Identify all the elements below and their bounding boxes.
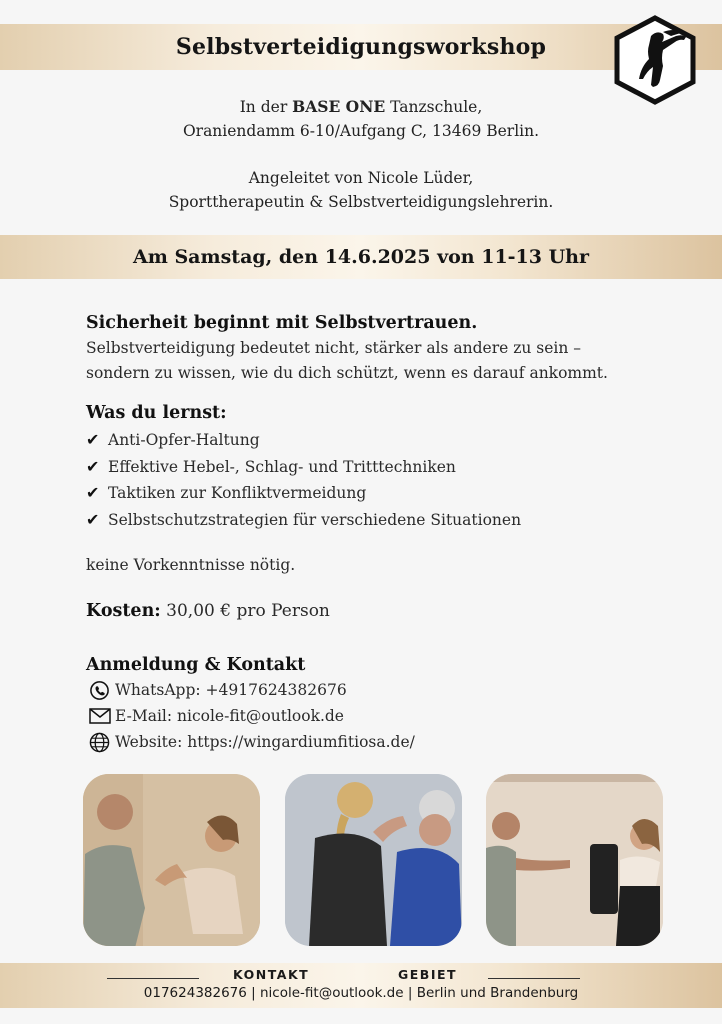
- check-icon: ✔: [86, 483, 100, 502]
- footer-banner: [0, 963, 722, 1008]
- footer-contact-text: 017624382676 | nicole-fit@outlook.de | Berlin und Brandenburg: [143, 985, 579, 1001]
- footer-label-kontakt: KONTAKT: [233, 967, 310, 982]
- intro-section: [86, 313, 686, 386]
- fighter-logo-icon: [611, 14, 699, 106]
- email-text: E-Mail: nicole-fit@outlook.de: [115, 707, 344, 725]
- cost-line: [86, 601, 686, 621]
- no-experience-note: keine Vorkenntnisse nötig.: [86, 556, 296, 574]
- venue-block: [0, 95, 722, 143]
- footer-label-gebiet: GEBIET: [398, 967, 458, 982]
- footer-divider-left: [107, 978, 199, 979]
- instructor-block: [0, 166, 722, 214]
- check-icon: ✔: [86, 509, 100, 529]
- check-icon: ✔: [86, 430, 100, 449]
- learn-item-text: Anti-Opfer-Haltung: [108, 431, 260, 449]
- learn-item-text: Taktiken zur Konfliktvermeidung: [108, 484, 367, 502]
- intro-line1: Selbstverteidigung bedeutet nicht, stärker als andere zu sein –: [86, 339, 582, 357]
- photo-training-2: [285, 774, 462, 946]
- cost-label: Kosten:: [86, 601, 161, 621]
- check-icon: ✔: [86, 456, 100, 476]
- date-banner: [0, 235, 722, 279]
- venue-prefix: In der: [239, 98, 293, 116]
- venue-suffix: Tanzschule,: [385, 98, 483, 116]
- whatsapp-icon: [89, 679, 115, 701]
- learn-item: [86, 507, 686, 534]
- learn-list: [86, 427, 686, 533]
- photo-training-3: [486, 774, 663, 946]
- venue-line: [0, 95, 722, 119]
- whatsapp-text: WhatsApp: +4917624382676: [115, 681, 347, 699]
- contact-website[interactable]: [86, 729, 686, 755]
- mail-icon: [89, 705, 115, 727]
- page-title: Selbstverteidigungsworkshop: [175, 34, 547, 60]
- instructor-line1: Angeleitet von Nicole Lüder,: [248, 169, 474, 187]
- intro-heading: Sicherheit beginnt mit Selbstvertrauen.: [86, 313, 478, 333]
- footer-divider-right: [488, 978, 580, 979]
- venue-name: BASE ONE: [292, 97, 386, 116]
- learn-section: [86, 403, 686, 533]
- contact-whatsapp[interactable]: [86, 677, 686, 703]
- learn-item-text: Selbstschutzstrategien für verschiedene Situationen: [108, 510, 522, 529]
- learn-item: [86, 480, 686, 507]
- contact-email[interactable]: [86, 703, 686, 729]
- website-text: Website: https://wingardiumfitiosa.de/: [115, 733, 415, 751]
- contact-section: [86, 655, 686, 755]
- learn-heading: Was du lernst:: [86, 403, 227, 423]
- venue-address: Oraniendamm 6-10/Aufgang C, 13469 Berlin.: [182, 122, 540, 140]
- learn-item: [86, 427, 686, 454]
- contact-heading: Anmeldung & Kontakt: [86, 655, 306, 675]
- date-text: Am Samstag, den 14.6.2025 von 11-13 Uhr: [133, 246, 589, 268]
- learn-item: [86, 454, 686, 481]
- globe-icon: [89, 731, 115, 753]
- cost-value: 30,00 € pro Person: [160, 601, 330, 621]
- intro-line2: sondern zu wissen, wie du dich schützt, wenn es darauf ankommt.: [86, 364, 608, 382]
- learn-item-text: Effektive Hebel-, Schlag- und Tritttechniken: [108, 457, 456, 476]
- instructor-line2: Sporttherapeutin & Selbstverteidigungslehrerin.: [168, 193, 554, 211]
- photo-training-1: [83, 774, 260, 946]
